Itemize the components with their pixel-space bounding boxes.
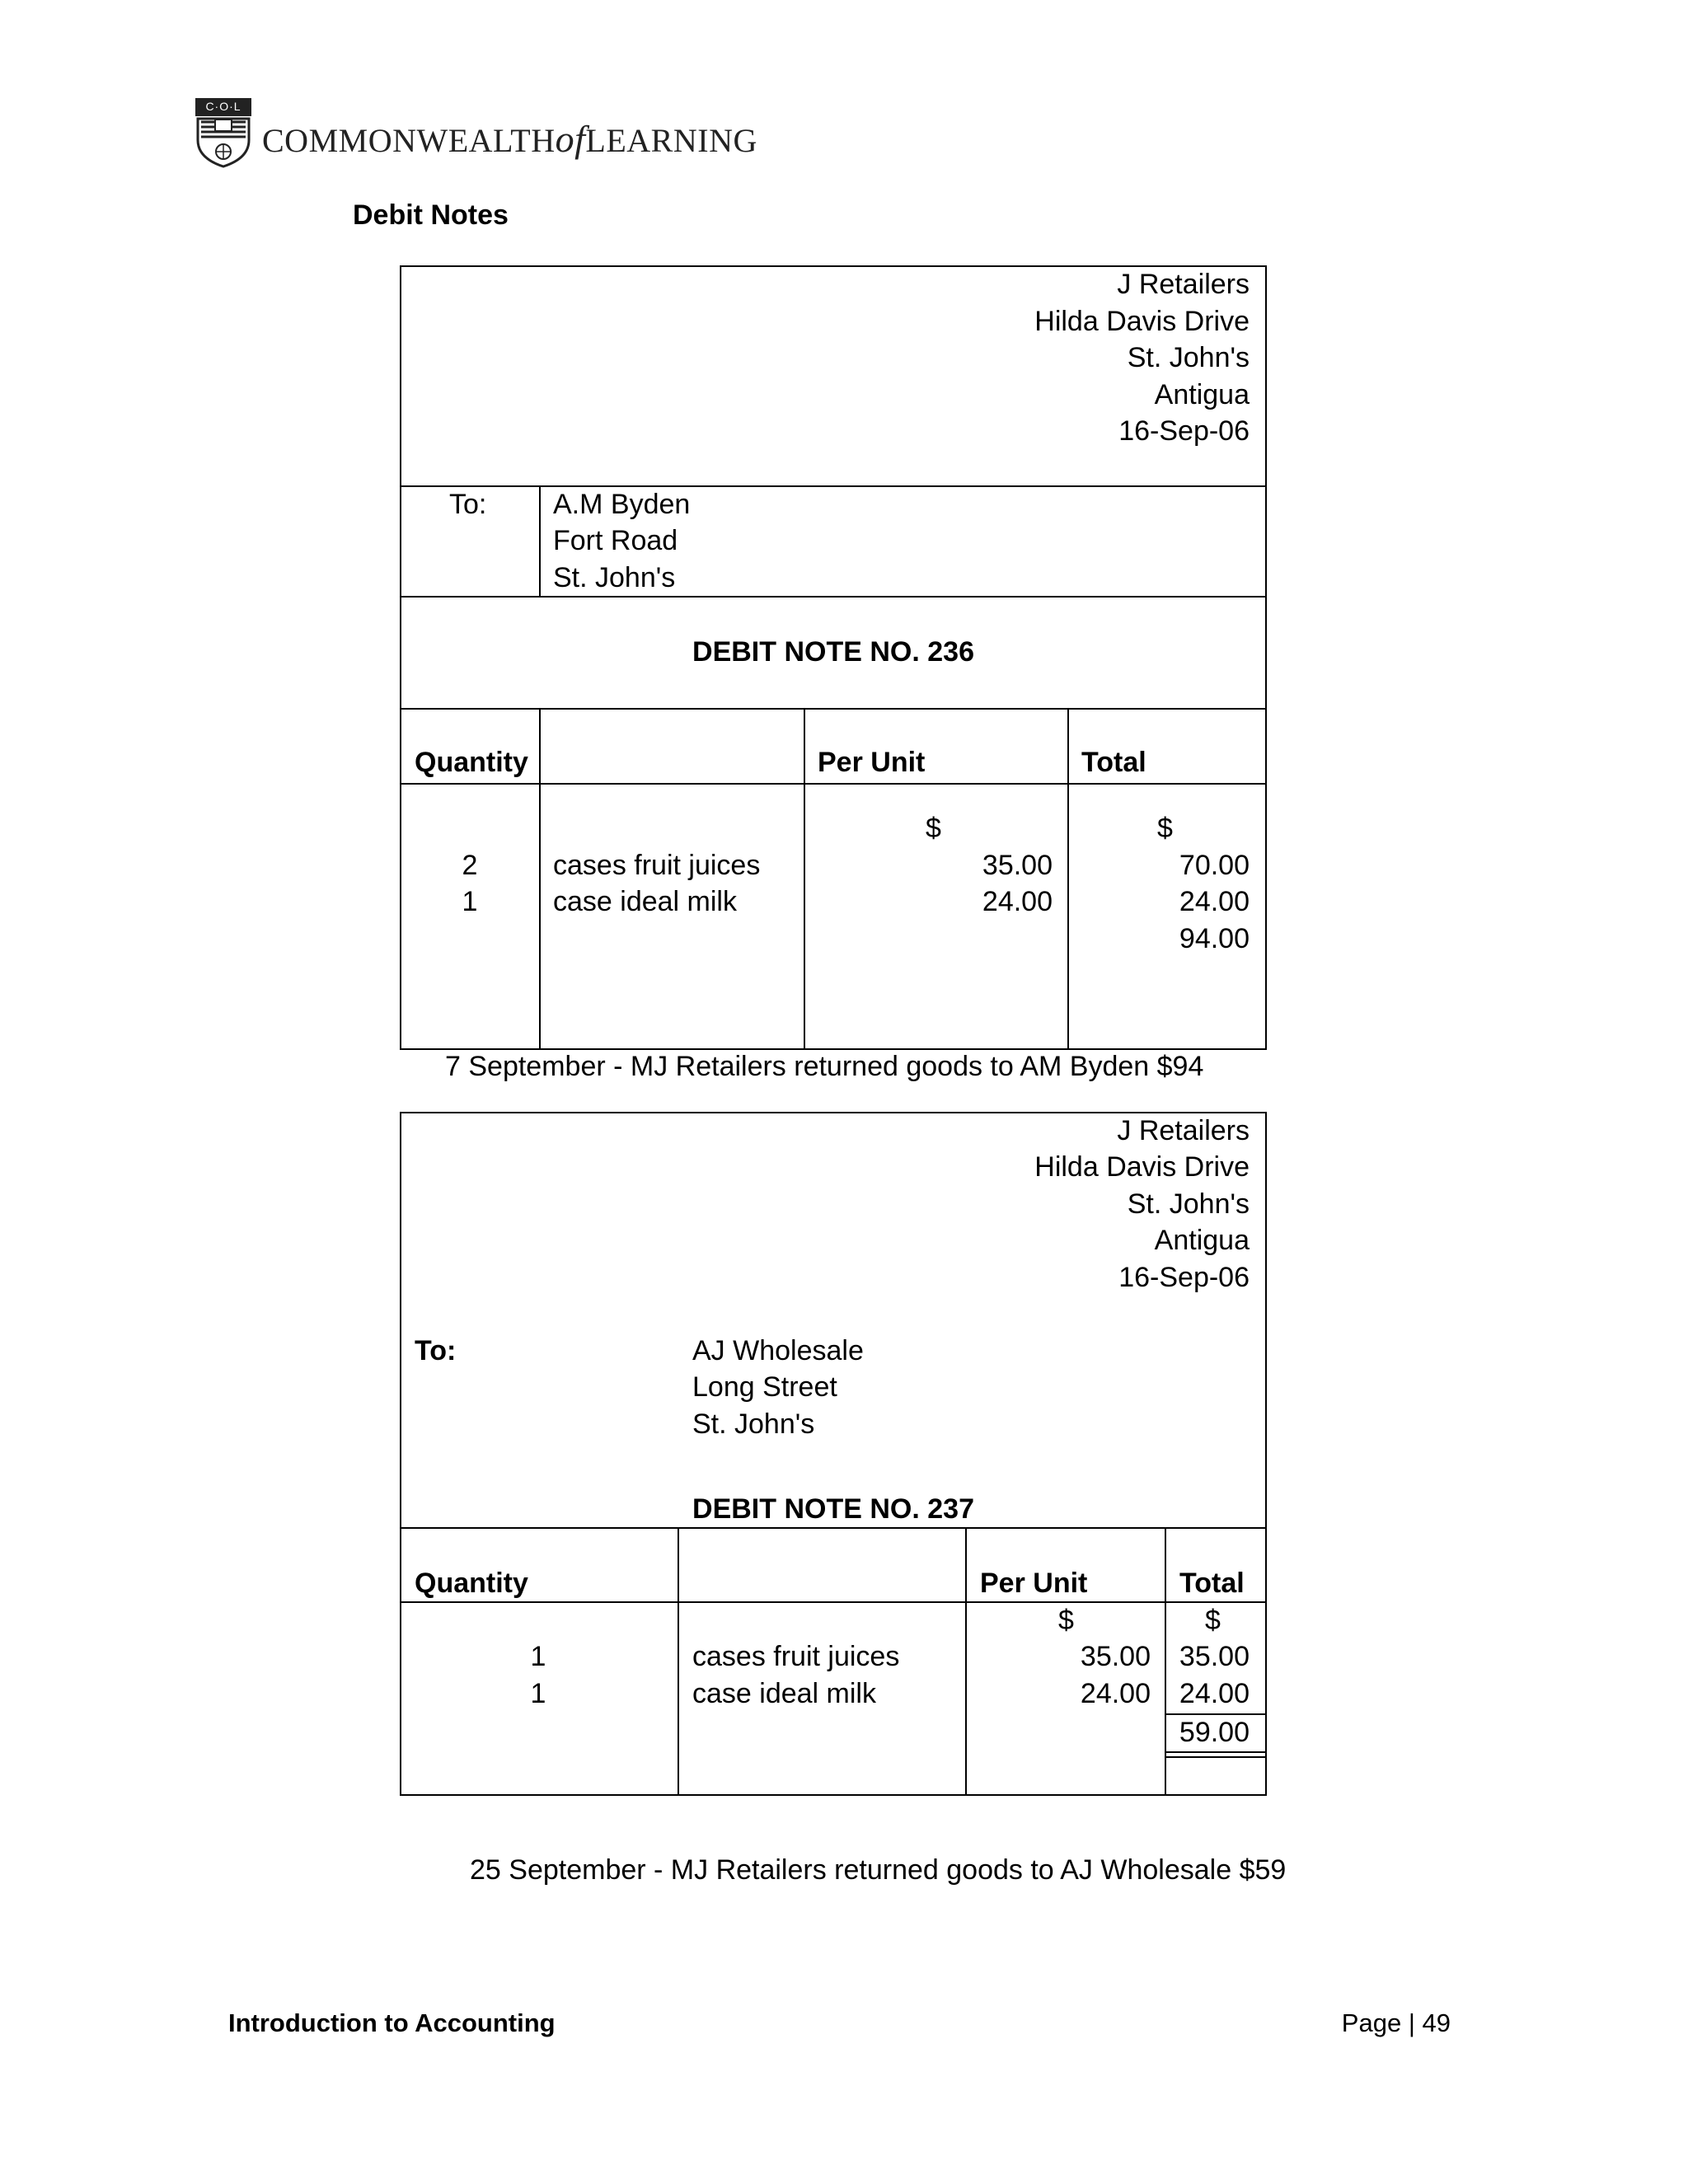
note1-divider [400,596,1267,598]
footer-separator: | [1408,2008,1415,2037]
logo-wordmark [262,117,757,161]
note1-row-qty: 2 [462,850,478,881]
note2-currency-per-unit: $ [1058,1605,1074,1636]
note2-row-per-unit: 35.00 [1080,1641,1151,1672]
note1-header-per-unit: Per Unit [818,747,926,778]
note1-caption: 7 September - MJ Retailers returned goods to AM Byden $94 [445,1051,1204,1082]
note1-title: DEBIT NOTE NO. 236 [692,636,974,668]
note2-total-double-rule [1165,1756,1267,1758]
note1-from-country: Antigua [1154,379,1250,410]
note2-row-total: 24.00 [1179,1678,1250,1709]
note2-row-qty: 1 [530,1641,546,1672]
note1-divider [400,485,1267,487]
note2-from-street: Hilda Davis Drive [1034,1151,1250,1183]
note1-currency-per-unit: $ [926,813,941,844]
note2-row-desc: case ideal milk [692,1678,876,1709]
note1-divider [400,783,1267,785]
note2-grand-total: 59.00 [1179,1717,1250,1748]
note1-to-street: Fort Road [553,525,678,556]
note1-row-desc: case ideal milk [553,886,737,917]
footer-page-value: 49 [1422,2008,1451,2037]
note2-header-total: Total [1179,1568,1245,1599]
note2-total-double-rule [1165,1751,1267,1753]
note1-from-street: Hilda Davis Drive [1034,306,1250,337]
logo-acronym: C·O·L [205,100,241,113]
note1-row-total: 24.00 [1179,886,1250,917]
note2-col-rule [965,1527,967,1796]
note1-row-qty: 1 [462,886,478,917]
logo-text-commonwealth: COMMONWEALTH [262,122,556,159]
note1-to-name: A.M Byden [553,489,691,520]
note2-from-city: St. John's [1127,1188,1250,1220]
note2-from-name: J Retailers [1117,1115,1250,1146]
note1-row-per-unit: 24.00 [982,886,1053,917]
note2-title: DEBIT NOTE NO. 237 [692,1493,974,1525]
note1-col-rule [539,485,541,596]
note2-row-per-unit: 24.00 [1080,1678,1151,1709]
note1-grand-total: 94.00 [1179,923,1250,954]
note1-to-city: St. John's [553,562,676,593]
note1-col-rule [804,708,805,1050]
note1-header-quantity: Quantity [415,747,528,778]
section-title: Debit Notes [353,199,509,231]
note1-to-label: To: [449,489,487,520]
footer-page-number [1236,2006,1451,2041]
note1-from-city: St. John's [1127,342,1250,373]
note2-col-rule [678,1527,679,1796]
note2-to-name: AJ Wholesale [692,1335,864,1366]
note2-caption: 25 September - MJ Retailers returned goods to AJ Wholesale $59 [470,1854,1287,1886]
note2-to-label: To: [415,1335,457,1366]
note2-header-quantity: Quantity [415,1568,528,1599]
logo-text-of: of [555,118,586,160]
note2-row-total: 35.00 [1179,1641,1250,1672]
logo-text-learning: LEARNING [585,122,757,159]
note1-row-per-unit: 35.00 [982,850,1053,881]
note1-date: 16-Sep-06 [1118,415,1250,447]
note1-header-total: Total [1081,747,1146,778]
note2-to-street: Long Street [692,1371,837,1403]
note2-currency-total: $ [1205,1605,1221,1636]
note1-col-rule [539,708,541,1050]
note2-date: 16-Sep-06 [1118,1262,1250,1293]
note2-row-desc: cases fruit juices [692,1641,900,1672]
footer-page-label: Page [1341,2008,1402,2037]
note2-from-country: Antigua [1154,1225,1250,1256]
note1-currency-total: $ [1157,813,1173,844]
note2-header-per-unit: Per Unit [980,1568,1088,1599]
col-logo [195,97,757,171]
note2-row-qty: 1 [530,1678,546,1709]
note1-divider [400,708,1267,710]
note1-from-name: J Retailers [1117,269,1250,300]
footer-course-title: Introduction to Accounting [228,2008,556,2037]
note1-row-desc: cases fruit juices [553,850,761,881]
note2-to-city: St. John's [692,1408,815,1440]
note1-row-total: 70.00 [1179,850,1250,881]
note1-col-rule [1067,708,1069,1050]
note2-divider [400,1601,1267,1603]
